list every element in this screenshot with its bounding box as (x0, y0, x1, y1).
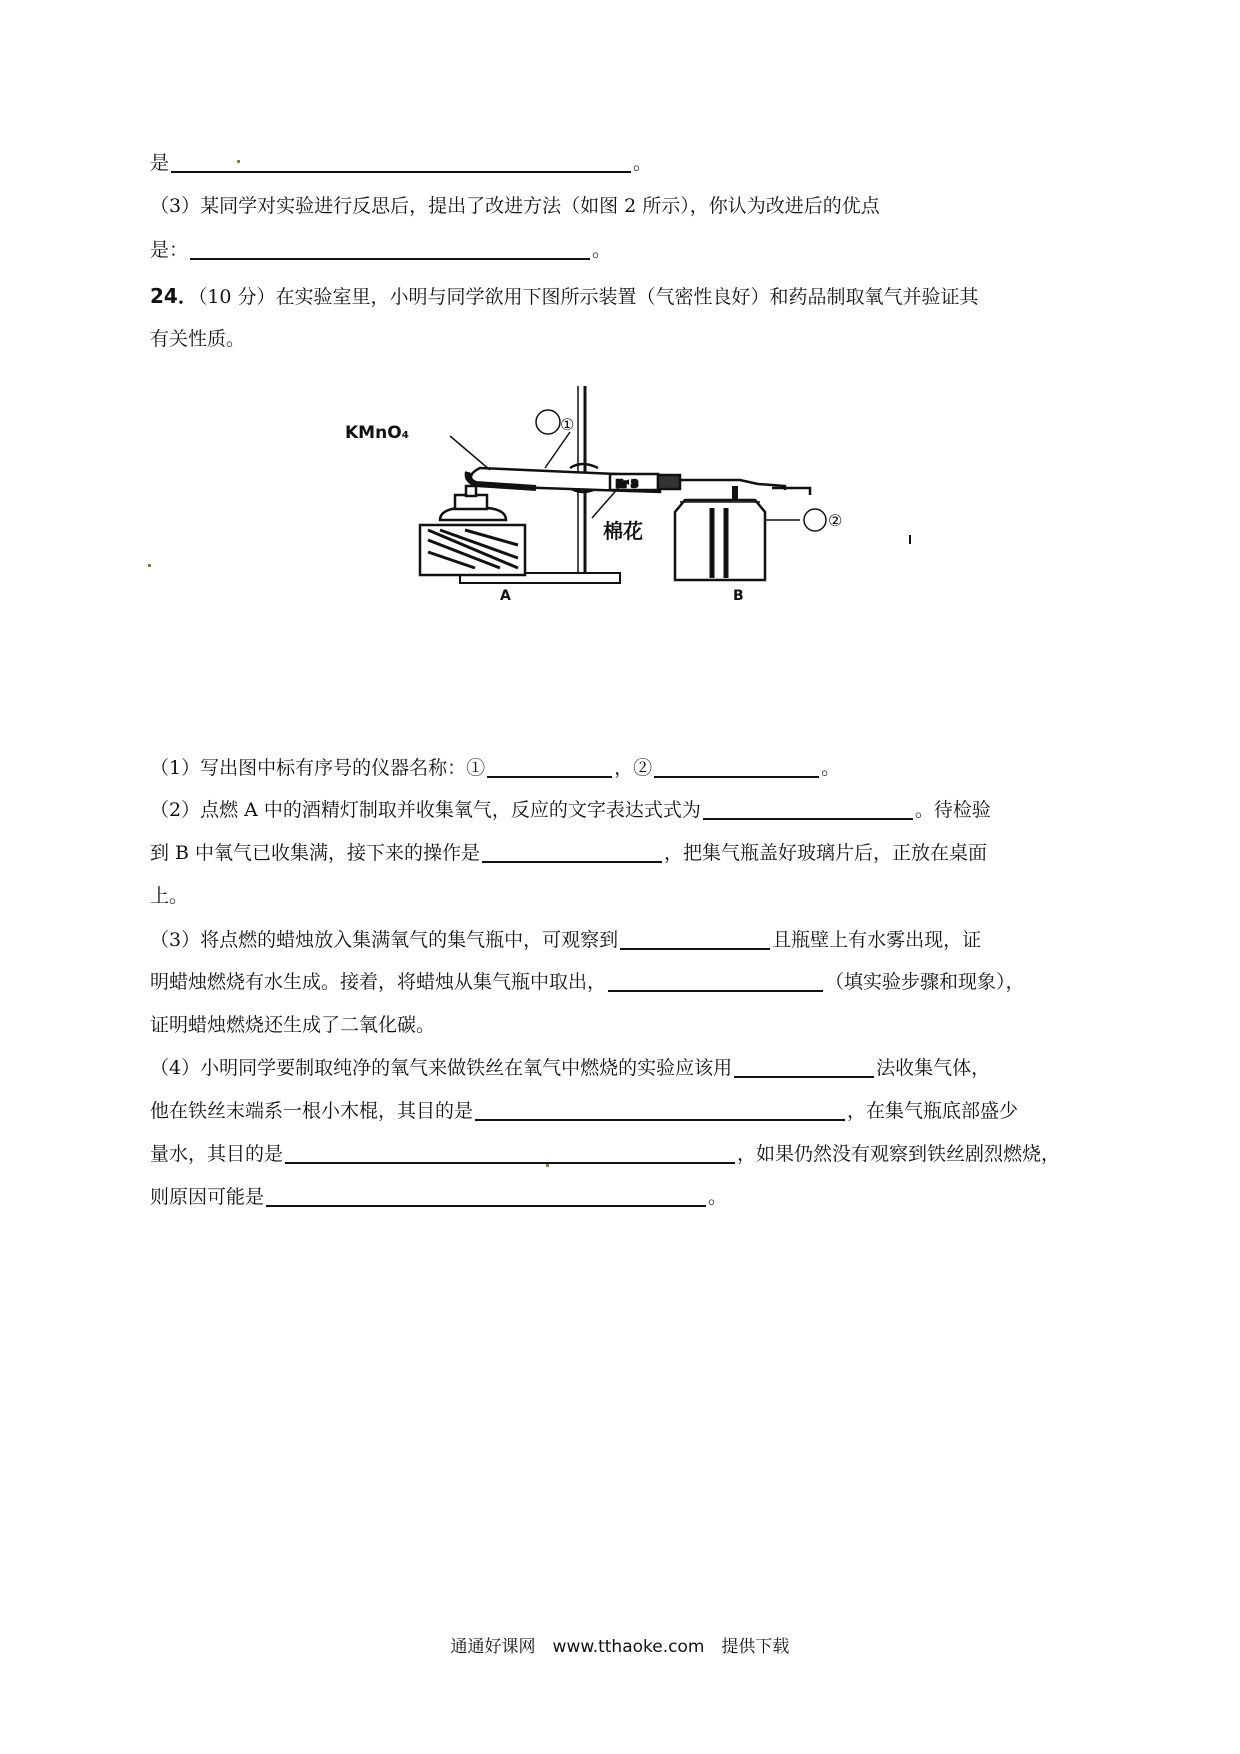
part-1 (150, 755, 1100, 781)
question-text: （10 分）在实验室里，小明与同学欲用下图所示装置（气密性良好）和药品制取氧气并验证其 (197, 286, 979, 308)
scan-speck (148, 564, 151, 567)
answer-blank[interactable] (482, 841, 662, 863)
text-part: （4）小明同学要制取纯净的氧气来做铁丝在氧气中燃烧的实验应该用 (150, 1057, 733, 1079)
answer-blank[interactable] (620, 928, 770, 950)
answer-blank[interactable] (608, 970, 823, 992)
answer-blank-1[interactable] (487, 756, 612, 778)
text-part: （3）将点燃的蜡烛放入集满氧气的集气瓶中，可观察到 (150, 929, 619, 951)
gas-collecting-bottle (675, 500, 765, 580)
text-part: 明蜡烛燃烧有水生成。接着，将蜡烛从集气瓶中取出， (150, 971, 607, 993)
text-part: （1）写出图中标有序号的仪器名称：① (150, 757, 486, 779)
part-3-line-3: 证明蜡烛燃烧还生成了二氧化碳。 (150, 1014, 436, 1036)
question-24-heading (150, 283, 1100, 310)
text-part: 法收集气体， (876, 1057, 991, 1079)
text-part: ，把集气瓶盖好玻璃片后，正放在桌面 (664, 842, 988, 864)
answer-blank[interactable] (703, 798, 913, 820)
apparatus-figure (345, 380, 940, 620)
answer-blank[interactable] (171, 151, 631, 173)
text-suffix: 。 (592, 239, 612, 261)
answer-blank[interactable] (475, 1099, 845, 1121)
text-part: 且瓶壁上有水雾出现，证 (772, 929, 982, 951)
label-2: ② (828, 511, 843, 530)
answer-line-3 (150, 237, 1100, 263)
label-cotton: 棉花 (603, 519, 643, 543)
answer-blank[interactable] (190, 238, 590, 260)
text-part: 。待检验 (914, 799, 991, 821)
part-4-line-4 (150, 1184, 1100, 1210)
answer-line-1 (150, 150, 1100, 176)
answer-blank[interactable] (285, 1142, 735, 1164)
part-3-line-1 (150, 927, 1100, 953)
text-part: 。 (708, 1186, 728, 1208)
part-4-line-2 (150, 1098, 1100, 1124)
text-part: 则原因可能是 (150, 1186, 265, 1208)
part-4-line-3 (150, 1141, 1100, 1167)
text-suffix: 。 (633, 152, 653, 174)
question-3-text: （3）某同学对实验进行反思后，提出了改进方法（如图 2 所示），你认为改进后的优点 (150, 195, 880, 217)
label-B: B (733, 588, 744, 604)
text-part: ，如果仍然没有观察到铁丝剧烈燃烧， (737, 1143, 1061, 1165)
answer-blank[interactable] (734, 1056, 874, 1078)
part-4-line-1 (150, 1055, 1100, 1081)
text-part: 他在铁丝末端系一根小木棍，其目的是 (150, 1100, 474, 1122)
text-part: 量水，其目的是 (150, 1143, 284, 1165)
scan-speck (237, 160, 240, 163)
label-A: A (500, 588, 511, 604)
label-1-circle (536, 410, 560, 434)
text-part: 到 B 中氧气已收集满，接下来的操作是 (150, 842, 481, 864)
test-tube (468, 468, 680, 492)
question-number: 24． (150, 284, 198, 308)
text-part: ，② (614, 757, 653, 779)
alcohol-lamp (420, 486, 525, 575)
part-2-line-3: 上。 (150, 885, 189, 907)
part-3-line-2 (150, 969, 1100, 995)
text-part: （填实验步骤和现象）， (825, 971, 1025, 993)
part-2-line-1 (150, 797, 1100, 823)
text-part: 。 (821, 757, 841, 779)
answer-blank-2[interactable] (654, 756, 819, 778)
page-footer: 通通好课网 www.tthaoke.com 提供下载 (450, 1637, 790, 1657)
question-24-text-2: 有关性质。 (150, 328, 246, 350)
text-prefix: 是： (150, 239, 189, 261)
text-part: ，在集气瓶底部盛少 (847, 1100, 1019, 1122)
text-prefix: 是 (150, 152, 170, 174)
label-kmno4: KMnO₄ (345, 423, 410, 443)
answer-blank[interactable] (266, 1185, 706, 1207)
svg-text:Er 3: Er 3 (616, 479, 639, 490)
part-2-line-2 (150, 840, 1100, 866)
label-1: ① (560, 415, 575, 434)
text-part: （2）点燃 A 中的酒精灯制取并收集氧气，反应的文字表达式式为 (150, 799, 701, 821)
scan-speck (546, 1164, 549, 1167)
label-2-circle (804, 509, 826, 531)
